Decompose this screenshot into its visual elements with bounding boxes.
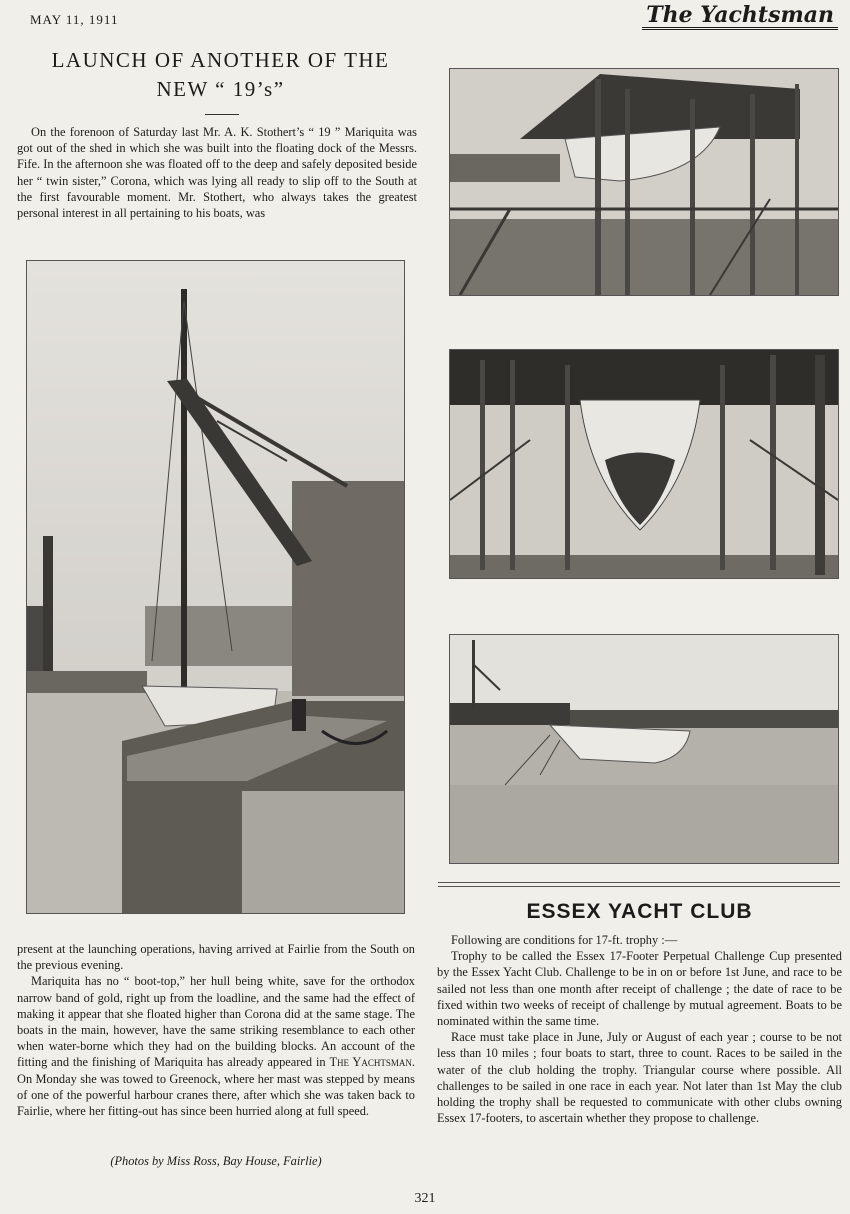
section-divider [438,882,840,887]
launch-headline [18,46,423,104]
photo-mariquita-crane [26,260,405,914]
essex-article-body [437,932,842,1126]
launch-paragraph-2-start: Mariquita has no “ boot-top,” her hull being white, save for the orthodox narrow band of gold, right up from the loadline, and the same had the effect of making it appear that she floated higher than Corona did at the same stage. The boats in the main, however, have the same striking resemblance to each other when water-borne which they had on the building blocks. An account of the fitting and the finishing of Mariquita has already appeared in [17,974,415,1070]
essex-title: ESSEX YACHT CLUB [526,900,753,923]
essex-paragraph-2: Race must take place in June, July or August of each year ; course to be not less than 10 miles ; four boats to start, three to count. Races to be sailed in the water of the club holding the trophy. Triangular course where possible. All challenges to be sailed in one race in each year. Not later than 1st May the club holding the trophy shall be requested to communicate with other clubs owning Essex 17-footers, to ascertain whether they propose to challenge. [437,1030,842,1126]
launch-paragraph-2-end: . On Monday she was towed to Greenock, where her mast was stepped by means of one of the powerful harbour cranes there, after which she was taken back to Fairlie, where her fitting-out has since been hurried along at full speed. [17,1055,415,1119]
launch-intro [17,124,417,221]
essex-paragraph-1: Trophy to be called the Essex 17-Footer Perpetual Challenge Cup presented by the Essex Yacht Club. Challenge to be in on or before 1st June, and race to be sailed not less than one month after receipt of challenge ; the date of race to be fixed within two weeks of receipt of challenge by mutual agreement. Boats to be nominated within the same time. [437,949,842,1029]
page-number: 321 [414,1191,436,1206]
launch-headline-line-1: LAUNCH OF ANOTHER OF THE [51,48,390,72]
issue-date: MAY 11, 1911 [30,12,119,27]
launch-paragraph-2 [17,973,415,1119]
headline-divider [205,114,239,115]
photo-credit: (Photos by Miss Ross, Bay House, Fairlie) [110,1154,322,1168]
launch-headline-line-2: NEW “ 19’s” [156,77,285,101]
masthead: The Yachtsman [642,3,838,30]
launch-intro-paragraph: On the forenoon of Saturday last Mr. A. K. Stothert’s “ 19 ” Mariquita was got out of the shed in which she was built into the floating dock of the Messrs. Fife. In the afternoon she was floated off to the deep and safely deposited beside her “ twin sister,” Corona, which was lying all ready to slip off to the South at the first favourable moment. Mr. Stothert, who always takes the greatest personal interest in all pertaining to his boats, was [17,125,417,221]
photo-yacht-in-shed [449,68,839,296]
launch-continuation-paragraph: present at the launching operations, having arrived at Fairlie from the South on the previous evening. [17,942,415,973]
launch-continued [17,941,415,1119]
photo-hull-on-blocks [449,349,839,579]
essex-lead: Following are conditions for 17-ft. trophy :— [451,933,678,947]
photo-yacht-afloat [449,634,839,864]
publication-name: The Yachtsman [329,1055,412,1070]
